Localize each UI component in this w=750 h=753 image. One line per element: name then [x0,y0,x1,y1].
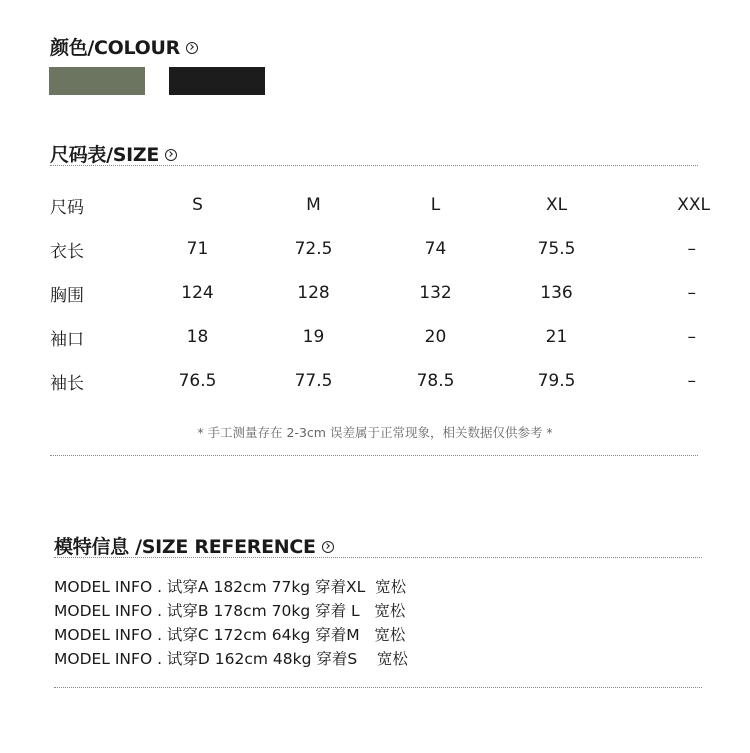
table-cell: 19 [302,327,325,347]
table-cell: 18 [186,327,209,347]
header-cell: M [306,195,321,215]
reference-title [54,532,334,559]
row-label: 胸围 [50,285,84,306]
header-cell: XXL [677,195,710,215]
header-cell: XL [545,195,568,215]
model-info-line: MODEL INFO . 试穿A 182cm 77kg 穿着XL 宽松 [54,578,407,596]
table-header-row [50,183,710,227]
size-title [50,140,177,167]
size-table [50,183,710,403]
table-row [50,359,710,403]
table-cell: 78.5 [416,371,455,391]
table-cell: 132 [419,283,452,303]
row-label: 袖长 [50,373,84,394]
row-label: 袖口 [50,329,84,350]
header-cell: 尺码 [50,197,84,218]
divider [54,557,702,558]
table-cell: 79.5 [537,371,576,391]
table-cell: 20 [424,327,447,347]
chevron-right-icon [322,541,334,553]
model-info-line: MODEL INFO . 试穿B 178cm 70kg 穿着 L 宽松 [54,602,406,620]
measurement-note: * 手工测量存在 2-3cm 误差属于正常现象，相关数据仅供参考 * [197,425,553,440]
table-cell: – [687,239,696,259]
table-row [50,315,710,359]
table-cell: 136 [540,283,573,303]
table-cell: – [687,371,696,391]
table-cell: 124 [181,283,214,303]
model-info-list [54,575,408,671]
header-cell: L [430,195,441,215]
chevron-right-icon [165,149,177,161]
colour-title-text: 颜色/COLOUR [50,37,180,59]
table-cell: 77.5 [294,371,333,391]
swatch-olive[interactable] [49,67,145,95]
chevron-right-icon [186,42,198,54]
divider [50,455,698,456]
table-cell: 72.5 [294,239,333,259]
reference-title-text: 模特信息 /SIZE REFERENCE [54,536,316,558]
divider [50,165,698,166]
table-cell: 75.5 [537,239,576,259]
table-cell: 74 [424,239,447,259]
swatch-black[interactable] [169,67,265,95]
table-cell: 71 [186,239,209,259]
table-row [50,271,710,315]
size-title-text: 尺码表/SIZE [50,144,160,166]
row-label: 衣长 [50,241,84,262]
colour-title [50,33,198,60]
header-cell: S [192,195,203,215]
model-info-line: MODEL INFO . 试穿D 162cm 48kg 穿着S 宽松 [54,650,408,668]
table-cell: 76.5 [178,371,217,391]
table-cell: 21 [545,327,568,347]
divider [54,687,702,688]
table-cell: 128 [297,283,330,303]
table-cell: – [687,327,696,347]
model-info-line: MODEL INFO . 试穿C 172cm 64kg 穿着M 宽松 [54,626,406,644]
table-row [50,227,710,271]
table-cell: – [687,283,696,303]
